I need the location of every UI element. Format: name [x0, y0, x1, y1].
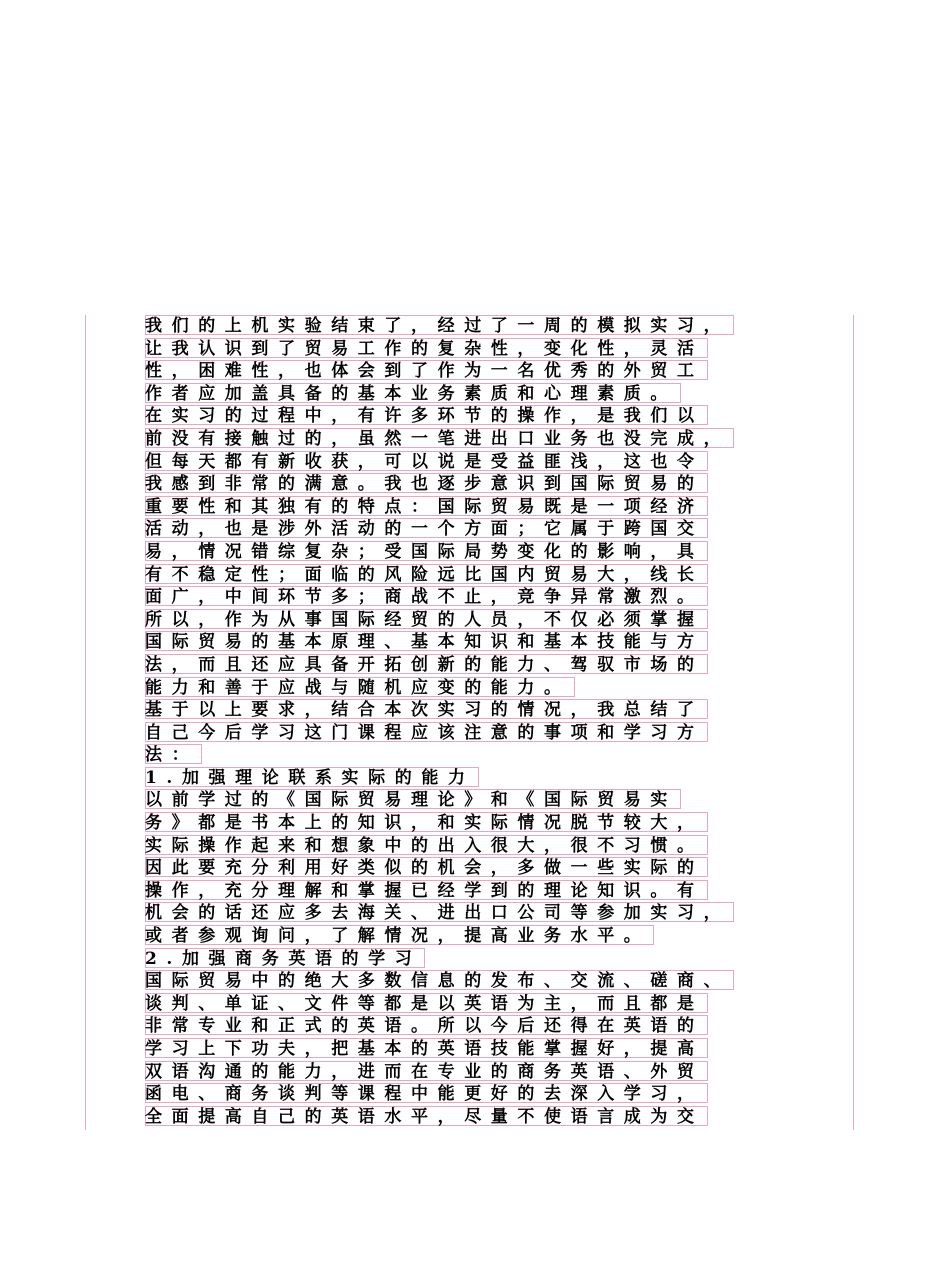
text-line	[145, 835, 730, 858]
text-line	[145, 1038, 730, 1061]
page-margin-rule-right	[853, 315, 854, 1130]
text-line	[145, 631, 730, 654]
line-text: 作者应加盖具备的基本业务素质和心理素质。	[145, 383, 677, 404]
line-text: 学习上下功夫，把基本的英语技能掌握好，提高	[145, 1039, 704, 1059]
text-line	[145, 722, 730, 745]
text-line	[145, 1106, 730, 1129]
text-line	[145, 1083, 730, 1106]
text-line	[145, 586, 730, 609]
line-text: 自己今后学习这门课程应该注意的事项和学习方	[145, 722, 704, 743]
line-text: 谈判、单证、文件等都是以英语为主，而且都是	[145, 993, 704, 1014]
line-text: 法，而且还应具备开拓创新的能力、驾驭市场的	[145, 654, 704, 675]
text-line	[145, 541, 730, 564]
line-text: 双语沟通的能力，进而在专业的商务英语、外贸	[145, 1061, 704, 1082]
line-text: 易，情况错综复杂；受国际局势变化的影响，具	[145, 541, 704, 562]
document-body	[145, 315, 730, 1128]
line-text: 面广，中间环节多；商战不止，竞争异常激烈。	[145, 587, 704, 608]
text-line	[145, 902, 730, 925]
text-line	[145, 677, 730, 700]
line-text: 前没有接触过的，虽然一笔进出口业务也没完成，	[145, 428, 731, 449]
line-text: 我们的上机实验结束了，经过了一周的模拟实习，	[145, 316, 731, 336]
line-text: 活动，也是涉外活动的一个方面；它属于跨国交	[145, 519, 704, 540]
text-line	[145, 789, 730, 812]
text-line	[145, 315, 730, 338]
text-line	[145, 360, 730, 383]
line-text: 全面提高自己的英语水平，尽量不使语言成为交	[145, 1106, 704, 1127]
line-text: 有不稳定性；面临的风险远比国内贸易大，线长	[145, 564, 704, 585]
text-line	[145, 812, 730, 835]
text-line	[145, 338, 730, 361]
text-line	[145, 473, 730, 496]
text-line	[145, 654, 730, 677]
text-line	[145, 405, 730, 428]
text-line	[145, 857, 730, 880]
line-text: 我感到非常的满意。我也逐步意识到国际贸易的	[145, 474, 704, 495]
line-text: 函电、商务谈判等课程中能更好的去深入学习，	[145, 1084, 704, 1105]
text-line	[145, 518, 730, 541]
text-line	[145, 1061, 730, 1084]
text-line	[145, 609, 730, 632]
text-line	[145, 699, 730, 722]
line-text: 所以，作为从事国际经贸的人员，不仅必须掌握	[145, 609, 704, 630]
line-text: 国际贸易中的绝大多数信息的发布、交流、磋商、	[145, 971, 731, 992]
text-line	[145, 564, 730, 587]
line-text: 2.加强商务英语的学习	[145, 948, 422, 969]
line-text: 因此要充分利用好类似的机会，多做一些实际的	[145, 858, 704, 879]
line-text: 或者参观询问，了解情况，提高业务水平。	[145, 926, 651, 947]
line-text: 国际贸易的基本原理、基本知识和基本技能与方	[145, 632, 704, 653]
line-text: 但每天都有新收获，可以说是受益匪浅，这也令	[145, 451, 704, 472]
text-line	[145, 970, 730, 993]
line-text: 务》都是书本上的知识，和实际情况脱节较大，	[145, 813, 704, 834]
text-line	[145, 1015, 730, 1038]
line-text: 让我认识到了贸易工作的复杂性，变化性，灵活	[145, 338, 704, 359]
line-text: 以前学过的《国际贸易理论》和《国际贸易实	[145, 790, 677, 811]
line-text: 性，困难性，也体会到了作为一名优秀的外贸工	[145, 361, 704, 382]
line-text: 操作，充分理解和掌握已经学到的理论知识。有	[145, 880, 704, 901]
line-text: 基于以上要求，结合本次实习的情况，我总结了	[145, 700, 704, 721]
line-text: 能力和善于应战与随机应变的能力。	[145, 677, 571, 698]
line-text: 法：	[145, 745, 199, 766]
line-text: 重要性和其独有的特点：国际贸易既是一项经济	[145, 496, 704, 517]
text-line	[145, 451, 730, 474]
text-line	[145, 428, 730, 451]
line-text: 机会的话还应多去海关、进出口公司等参加实习，	[145, 903, 731, 924]
text-line	[145, 948, 730, 971]
line-text: 在实习的过程中，有许多环节的操作，是我们以	[145, 406, 704, 427]
text-line	[145, 496, 730, 519]
text-line	[145, 744, 730, 767]
text-line	[145, 880, 730, 903]
line-text: 1.加强理论联系实际的能力	[145, 767, 475, 788]
text-line	[145, 925, 730, 948]
text-line	[145, 383, 730, 406]
line-text: 非常专业和正式的英语。所以今后还得在英语的	[145, 1016, 704, 1037]
text-line	[145, 993, 730, 1016]
line-text: 实际操作起来和想象中的出入很大，很不习惯。	[145, 835, 704, 856]
page-margin-rule-left	[85, 315, 86, 1130]
text-line	[145, 767, 730, 790]
